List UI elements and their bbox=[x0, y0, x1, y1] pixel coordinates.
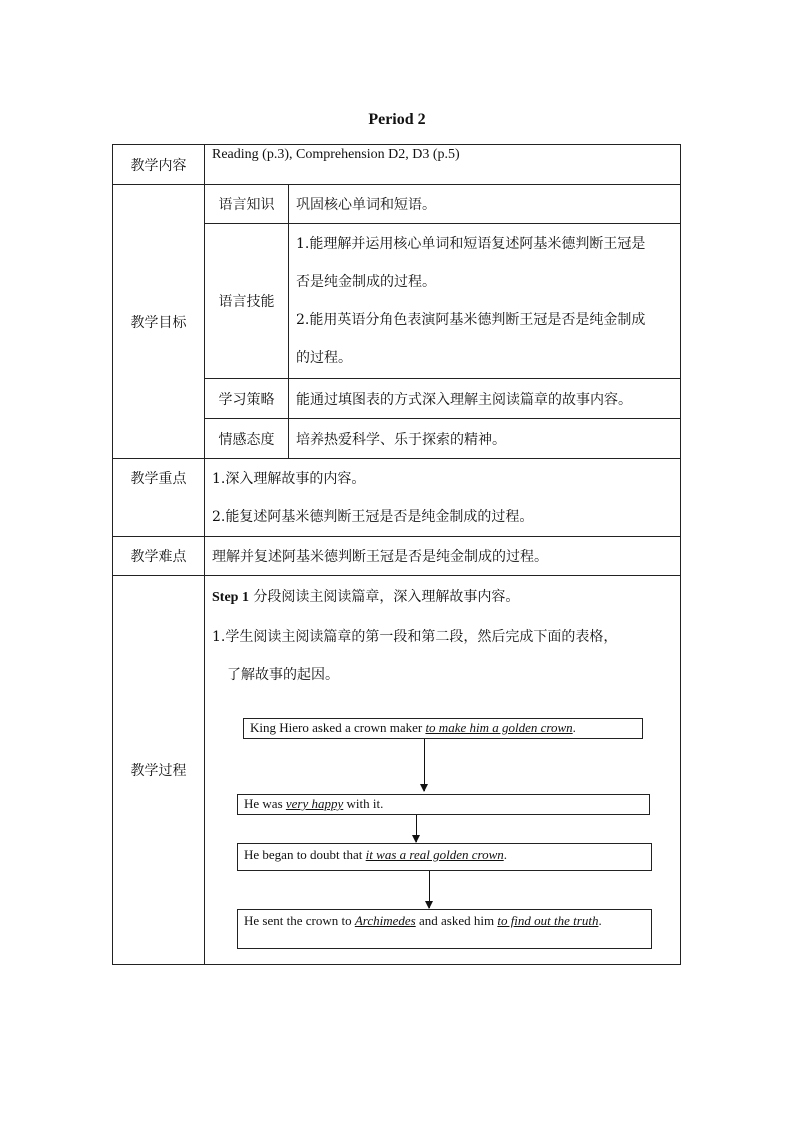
answer-blank: it was a real golden crown bbox=[365, 847, 504, 862]
row-key-points bbox=[113, 459, 681, 537]
label-process: 教学过程 bbox=[113, 576, 205, 965]
page-title: Period 2 bbox=[368, 111, 426, 128]
label-key-points: 教学重点 bbox=[113, 459, 205, 537]
label-goals: 教学目标 bbox=[113, 185, 205, 459]
label-content: 教学内容 bbox=[113, 145, 205, 185]
arrow-down-icon bbox=[424, 739, 425, 791]
goal-sub-skills: 语言技能 bbox=[205, 224, 289, 379]
goal-sub-attitude: 情感态度 bbox=[205, 419, 289, 459]
skills-line: 的过程。 bbox=[296, 350, 352, 366]
difficulty-text: 理解并复述阿基米德判断王冠是否是纯金制成的过程。 bbox=[205, 537, 681, 576]
skills-line: 否是纯金制成的过程。 bbox=[296, 274, 436, 290]
goal-text-skills bbox=[289, 224, 681, 379]
row-difficulty bbox=[113, 537, 681, 576]
skills-line: 2.能用英语分角色表演阿基米德判断王冠是否是纯金制成 bbox=[296, 312, 646, 328]
arrow-down-icon bbox=[429, 871, 430, 908]
instruction-line: 了解故事的起因。 bbox=[227, 667, 339, 683]
answer-blank: to find out the truth bbox=[497, 913, 599, 928]
flow-box-2: He was very happy with it. bbox=[237, 794, 650, 815]
step-text: 分段阅读主阅读篇章，深入理解故事内容。 bbox=[248, 589, 520, 605]
row-goals-knowledge bbox=[113, 185, 681, 224]
goal-text-strategy: 能通过填图表的方式深入理解主阅读篇章的故事内容。 bbox=[289, 379, 681, 419]
goal-text-attitude: 培养热爱科学、乐于探索的精神。 bbox=[289, 419, 681, 459]
key-points-text bbox=[205, 459, 681, 537]
process-content bbox=[205, 576, 680, 964]
key-point-line: 1.深入理解故事的内容。 bbox=[212, 470, 366, 487]
flow-box-4: He sent the crown to Archimedes and asked him to find out the truth. bbox=[237, 909, 652, 949]
skills-line: 1.能理解并运用核心单词和短语复述阿基米德判断王冠是 bbox=[296, 236, 646, 252]
answer-blank: very happy bbox=[285, 796, 344, 811]
instruction-line: 1.学生阅读主阅读篇章的第一段和第二段，然后完成下面的表格， bbox=[212, 629, 618, 645]
label-difficulty: 教学难点 bbox=[113, 537, 205, 576]
goal-text-knowledge: 巩固核心单词和短语。 bbox=[289, 185, 681, 224]
arrow-down-icon bbox=[416, 815, 417, 842]
lesson-plan-table bbox=[112, 144, 681, 965]
step-label: Step 1 bbox=[212, 590, 249, 605]
flow-box-1: King Hiero asked a crown maker to make him a golden crown. bbox=[243, 718, 643, 739]
process-cell bbox=[205, 576, 681, 965]
flow-box-3: He began to doubt that it was a real golden crown. bbox=[237, 843, 652, 871]
content-value: Reading (p.3), Comprehension D2, D3 (p.5) bbox=[205, 145, 681, 185]
row-process bbox=[113, 576, 681, 965]
goal-sub-strategy: 学习策略 bbox=[205, 379, 289, 419]
answer-blank: to make him a golden crown bbox=[425, 720, 573, 735]
answer-blank: Archimedes bbox=[354, 913, 416, 928]
key-point-line: 2.能复述阿基米德判断王冠是否是纯金制成的过程。 bbox=[212, 508, 534, 525]
row-content bbox=[113, 145, 681, 185]
goal-sub-knowledge: 语言知识 bbox=[205, 185, 289, 224]
step-heading bbox=[212, 586, 519, 606]
